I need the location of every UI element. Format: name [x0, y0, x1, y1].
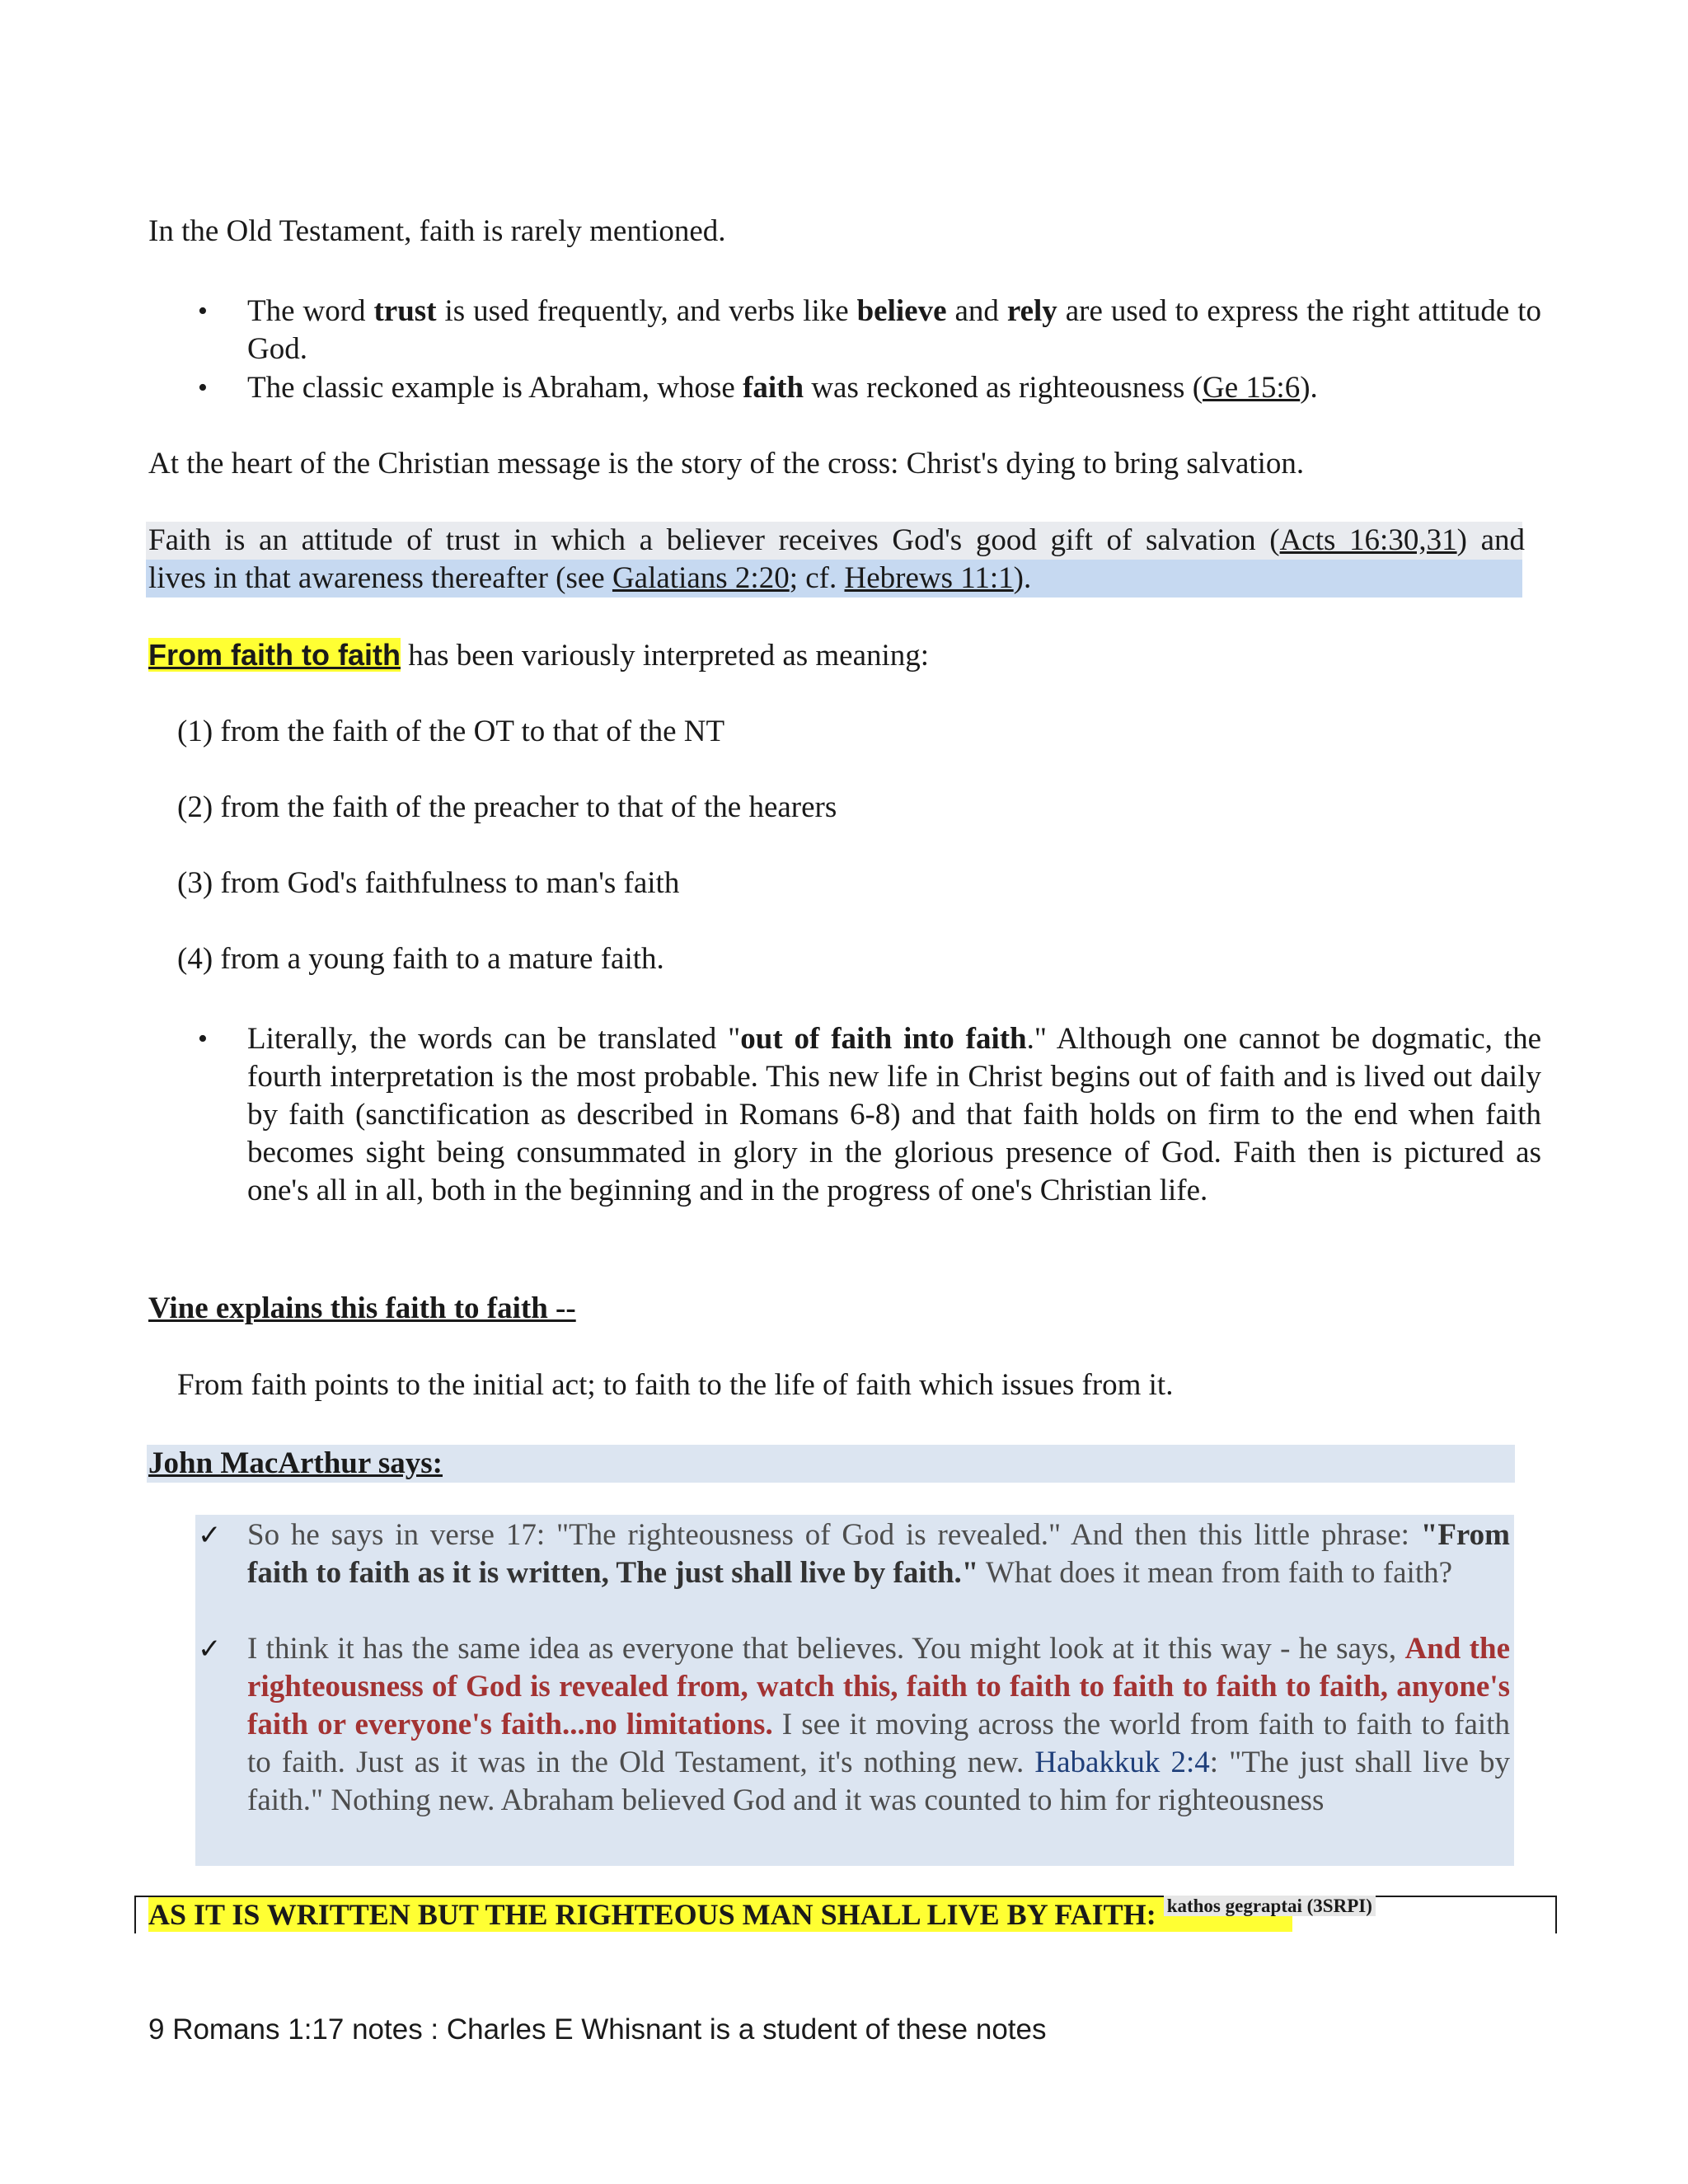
- bold-out-of-faith: out of faith into faith: [740, 1022, 1027, 1056]
- bold-trust: trust: [373, 294, 437, 328]
- interpretation-2: (2) from the faith of the preacher to that of the hearers: [177, 790, 837, 824]
- bold-rely: rely: [1006, 294, 1057, 328]
- link-hebrews-11-1[interactable]: Hebrews 11:1: [844, 561, 1014, 595]
- interpretation-3: (3) from God's faithfulness to man's faith: [177, 866, 680, 900]
- interpretation-1: (1) from the faith of the OT to that of the NT: [177, 715, 725, 748]
- page-footer: 9 Romans 1:17 notes : Charles E Whisnant is a student of these notes: [148, 2013, 1047, 2046]
- link-habakkuk-2-4[interactable]: Habakkuk 2:4: [1034, 1746, 1210, 1779]
- intro-paragraph: [148, 213, 1541, 251]
- bullet-trust: The word trust is used frequently, and verbs like believe and rely are used to express the right attitude to God.: [247, 294, 1541, 366]
- bullet-icon: •: [198, 296, 208, 326]
- verse-heading-main: AS IT IS WRITTEN BUT THE RIGHTEOUS MAN SHALL LIVE BY FAITH:: [148, 1898, 1156, 1931]
- macarthur-item-2: I think it has the same idea as everyone that believes. You might look at it this way - he says, And the righteousness of God is revealed from, watch this, faith to faith to faith to faith to faith, anyone's faith or everyone's faith...no limitations. I see it moving across the world from faith to faith to faith to faith. Just as it was in the Old Testament, it's nothing new. Habakkuk 2:4: "The just shall live by faith." Nothing new. Abraham believed God and it was counted to him for righteousness: [247, 1632, 1511, 1817]
- verse-heading: [148, 1896, 1550, 1933]
- macarthur-heading: John MacArthur says:: [148, 1446, 443, 1480]
- red-emphasis: And the righteousness of God is revealed from, watch this, faith to faith to faith to faith to faith, anyone's faith or everyone's faith...no limitations.: [247, 1632, 1510, 1741]
- checkmark-icon: ✓: [198, 1633, 222, 1666]
- verse-heading-greek: kathos gegraptai (3SRPI): [1164, 1896, 1376, 1916]
- bold-faith: faith: [743, 371, 804, 405]
- bullet-icon: •: [198, 1024, 208, 1054]
- bold-believe: believe: [856, 294, 947, 328]
- bold-quote: "From faith to faith as it is written, The just shall live by faith.": [247, 1518, 1510, 1590]
- faith-definition-paragraph: Faith is an attitude of trust in which a believer receives God's good gift of salvation (Acts 16:30,31) and lives in that awareness thereafter (see Galatians 2:20; cf. Hebrews 11:1).: [148, 523, 1525, 595]
- from-faith-paragraph: From faith to faith has been variously interpreted as meaning:: [148, 638, 930, 673]
- bullet-literally: Literally, the words can be translated "out of faith into faith." Although one cannot be dogmatic, the fourth interpretation is the most probable. This new life in Christ begins out of faith and is lived out daily by faith (sanctification as described in Romans 6-8) and that faith holds on firm to the end when faith becomes sight being consummated in glory in the glorious presence of God. Faith then is pictured as one's all in all, both in the beginning and in the progress of one's Christian life.: [247, 1022, 1542, 1207]
- bullet-icon: •: [198, 373, 208, 403]
- link-acts-16-30-31[interactable]: Acts 16:30,31: [1279, 523, 1457, 557]
- from-faith-highlight: From faith to faith: [148, 638, 401, 672]
- intro-text: In the Old Testament, faith is rarely mentioned.: [148, 214, 726, 248]
- macarthur-item-1: So he says in verse 17: "The righteousness of God is revealed." And then this little phrase: "From faith to faith as it is written, The just shall live by faith." What does it mean from faith to faith?: [247, 1518, 1510, 1590]
- vine-text: From faith points to the initial act; to faith to the life of faith which issues from it.: [177, 1368, 1174, 1402]
- interpretation-4: (4) from a young faith to a mature faith.: [177, 942, 664, 976]
- bullet-abraham: The classic example is Abraham, whose faith was reckoned as righteousness (Ge 15:6).: [247, 371, 1318, 405]
- link-galatians-2-20[interactable]: Galatians 2:20: [612, 561, 790, 595]
- link-genesis-15-6[interactable]: Ge 15:6: [1203, 371, 1301, 405]
- checkmark-icon: ✓: [198, 1519, 222, 1552]
- vine-heading: Vine explains this faith to faith --: [148, 1291, 576, 1325]
- cross-paragraph: At the heart of the Christian message is the story of the cross: Christ's dying to bring salvation.: [148, 447, 1305, 480]
